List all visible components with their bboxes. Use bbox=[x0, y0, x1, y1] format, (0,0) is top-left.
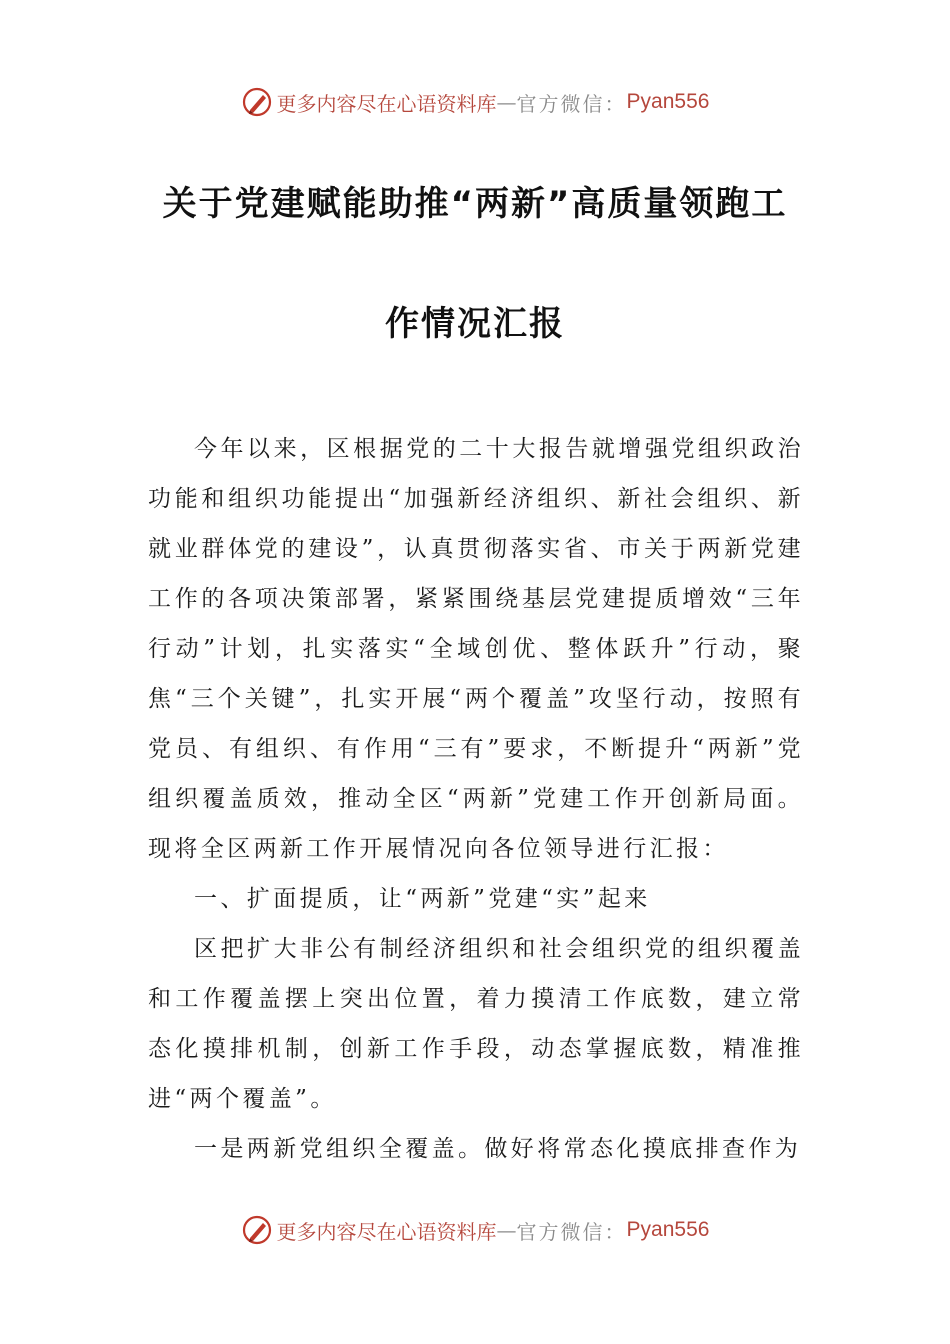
section-heading-1: 一、扩面提质，让“两新”党建“实”起来 bbox=[194, 886, 651, 912]
document-title-line-2: 作情况汇报 bbox=[385, 304, 565, 344]
banner-wechat-id: Pyan556 bbox=[626, 90, 710, 113]
footer-watermark-banner bbox=[0, 1210, 950, 1250]
pen-logo-icon bbox=[241, 1214, 273, 1246]
banner-wechat-id: Pyan556 bbox=[626, 1218, 710, 1241]
paragraph-intro: 今年以来，区根据党的二十大报告就增强党组织政治功能和组织功能提出“加强新经济组织、新社会组织、新就业群体党的建设”，认真贯彻落实省、市关于两新党建工作的各项决策部署，紧紧围绕基层党建提质增效“三年行动”计划，扎实落实“全域创优、整体跃升”行动，聚焦“三个关键”，扎实开展“两个覆盖”攻坚行动，按照有党员、有组织、有作用“三有”要求，不断提升“两新”党组织覆盖质效，推动全区“两新”党建工作开创新局面。现将全区两新工作开展情况向各位领导进行汇报： bbox=[148, 436, 804, 862]
paragraph-point-1: 一是两新党组织全覆盖。做好将常态化摸底排查作为 bbox=[194, 1136, 802, 1162]
pen-logo-icon bbox=[241, 86, 273, 118]
document-title-line-1: 关于党建赋能助推“两新”高质量领跑工 bbox=[162, 184, 788, 224]
banner-dash: — bbox=[496, 1218, 517, 1242]
header-watermark-banner bbox=[0, 82, 950, 122]
paragraph-section-1: 区把扩大非公有制经济组织和社会组织党的组织覆盖和工作覆盖摆上突出位置，着力摸清工作底数，建立常态化摸排机制，创新工作手段，动态掌握底数，精准推进“两个覆盖”。 bbox=[148, 936, 804, 1112]
banner-dash: — bbox=[496, 90, 517, 114]
banner-wechat-label: 官方微信： bbox=[516, 91, 627, 116]
banner-wechat-label: 官方微信： bbox=[516, 1219, 627, 1244]
banner-main-text: 更多内容尽在心语资料库 bbox=[276, 1219, 497, 1244]
banner-main-text: 更多内容尽在心语资料库 bbox=[276, 91, 497, 116]
document-body bbox=[148, 424, 804, 1174]
